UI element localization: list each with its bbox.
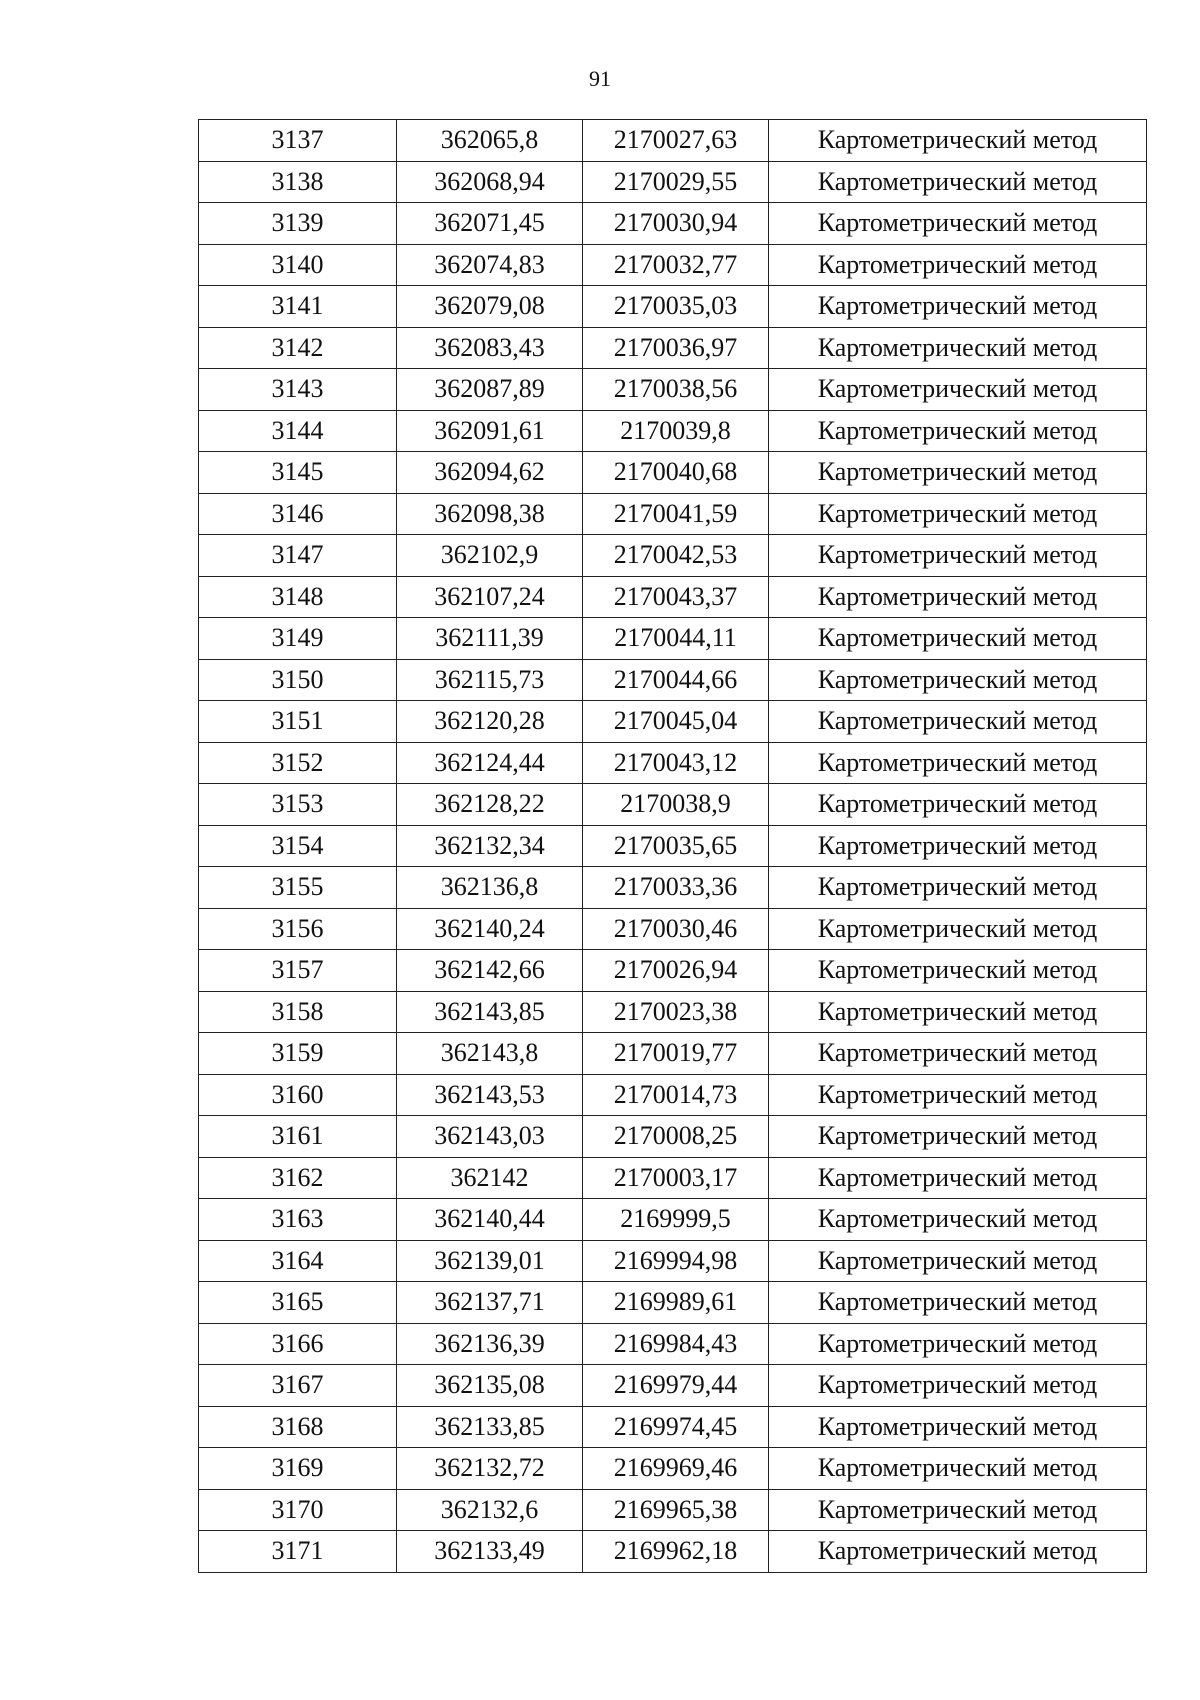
x-coordinate-cell: 362140,24 — [397, 908, 583, 950]
point-number-cell: 3153 — [199, 784, 397, 826]
table-row — [199, 1406, 1147, 1448]
x-coordinate-cell: 362136,39 — [397, 1323, 583, 1365]
method-cell: Картометрический метод — [769, 991, 1147, 1033]
y-coordinate-cell: 2170003,17 — [583, 1157, 769, 1199]
y-coordinate-cell: 2170035,65 — [583, 825, 769, 867]
x-coordinate-cell: 362083,43 — [397, 327, 583, 369]
x-coordinate-cell: 362143,85 — [397, 991, 583, 1033]
x-coordinate-cell: 362136,8 — [397, 867, 583, 909]
point-number-cell: 3151 — [199, 701, 397, 743]
table-row — [199, 203, 1147, 245]
y-coordinate-cell: 2170032,77 — [583, 244, 769, 286]
method-cell: Картометрический метод — [769, 286, 1147, 328]
point-number-cell: 3140 — [199, 244, 397, 286]
x-coordinate-cell: 362087,89 — [397, 369, 583, 411]
coordinates-table — [198, 119, 1147, 1573]
point-number-cell: 3155 — [199, 867, 397, 909]
x-coordinate-cell: 362139,01 — [397, 1240, 583, 1282]
table-row — [199, 161, 1147, 203]
x-coordinate-cell: 362079,08 — [397, 286, 583, 328]
y-coordinate-cell: 2170033,36 — [583, 867, 769, 909]
method-cell: Картометрический метод — [769, 825, 1147, 867]
y-coordinate-cell: 2170030,94 — [583, 203, 769, 245]
method-cell: Картометрический метод — [769, 1531, 1147, 1573]
method-cell: Картометрический метод — [769, 950, 1147, 992]
method-cell: Картометрический метод — [769, 784, 1147, 826]
method-cell: Картометрический метод — [769, 493, 1147, 535]
method-cell: Картометрический метод — [769, 742, 1147, 784]
point-number-cell: 3167 — [199, 1365, 397, 1407]
table-row — [199, 452, 1147, 494]
table-row — [199, 120, 1147, 162]
x-coordinate-cell: 362143,53 — [397, 1074, 583, 1116]
method-cell: Картометрический метод — [769, 1033, 1147, 1075]
method-cell: Картометрический метод — [769, 369, 1147, 411]
method-cell: Картометрический метод — [769, 1074, 1147, 1116]
x-coordinate-cell: 362132,34 — [397, 825, 583, 867]
table-row — [199, 327, 1147, 369]
y-coordinate-cell: 2170044,11 — [583, 618, 769, 660]
point-number-cell: 3149 — [199, 618, 397, 660]
table-row — [199, 244, 1147, 286]
y-coordinate-cell: 2170038,9 — [583, 784, 769, 826]
table-row — [199, 493, 1147, 535]
method-cell: Картометрический метод — [769, 1365, 1147, 1407]
method-cell: Картометрический метод — [769, 244, 1147, 286]
point-number-cell: 3145 — [199, 452, 397, 494]
point-number-cell: 3154 — [199, 825, 397, 867]
method-cell: Картометрический метод — [769, 1157, 1147, 1199]
x-coordinate-cell: 362133,49 — [397, 1531, 583, 1573]
y-coordinate-cell: 2170030,46 — [583, 908, 769, 950]
table-row — [199, 369, 1147, 411]
point-number-cell: 3162 — [199, 1157, 397, 1199]
table-row — [199, 1365, 1147, 1407]
x-coordinate-cell: 362094,62 — [397, 452, 583, 494]
x-coordinate-cell: 362137,71 — [397, 1282, 583, 1324]
table-row — [199, 1531, 1147, 1573]
x-coordinate-cell: 362132,72 — [397, 1448, 583, 1490]
y-coordinate-cell: 2169994,98 — [583, 1240, 769, 1282]
y-coordinate-cell: 2169974,45 — [583, 1406, 769, 1448]
y-coordinate-cell: 2169999,5 — [583, 1199, 769, 1241]
table-row — [199, 1116, 1147, 1158]
method-cell: Картометрический метод — [769, 908, 1147, 950]
y-coordinate-cell: 2170039,8 — [583, 410, 769, 452]
point-number-cell: 3143 — [199, 369, 397, 411]
point-number-cell: 3144 — [199, 410, 397, 452]
y-coordinate-cell: 2170014,73 — [583, 1074, 769, 1116]
method-cell: Картометрический метод — [769, 867, 1147, 909]
method-cell: Картометрический метод — [769, 327, 1147, 369]
x-coordinate-cell: 362142 — [397, 1157, 583, 1199]
y-coordinate-cell: 2170038,56 — [583, 369, 769, 411]
x-coordinate-cell: 362124,44 — [397, 742, 583, 784]
table-row — [199, 950, 1147, 992]
point-number-cell: 3160 — [199, 1074, 397, 1116]
table-body — [199, 120, 1147, 1573]
method-cell: Картометрический метод — [769, 1323, 1147, 1365]
y-coordinate-cell: 2170035,03 — [583, 286, 769, 328]
x-coordinate-cell: 362120,28 — [397, 701, 583, 743]
y-coordinate-cell: 2169979,44 — [583, 1365, 769, 1407]
x-coordinate-cell: 362135,08 — [397, 1365, 583, 1407]
point-number-cell: 3159 — [199, 1033, 397, 1075]
method-cell: Картометрический метод — [769, 659, 1147, 701]
point-number-cell: 3152 — [199, 742, 397, 784]
method-cell: Картометрический метод — [769, 1448, 1147, 1490]
y-coordinate-cell: 2169965,38 — [583, 1489, 769, 1531]
method-cell: Картометрический метод — [769, 1489, 1147, 1531]
method-cell: Картометрический метод — [769, 701, 1147, 743]
x-coordinate-cell: 362068,94 — [397, 161, 583, 203]
table-row — [199, 618, 1147, 660]
y-coordinate-cell: 2170043,12 — [583, 742, 769, 784]
table-row — [199, 701, 1147, 743]
table-row — [199, 1199, 1147, 1241]
table-row — [199, 1157, 1147, 1199]
table-row — [199, 1323, 1147, 1365]
y-coordinate-cell: 2170023,38 — [583, 991, 769, 1033]
y-coordinate-cell: 2170042,53 — [583, 535, 769, 577]
x-coordinate-cell: 362115,73 — [397, 659, 583, 701]
method-cell: Картометрический метод — [769, 203, 1147, 245]
x-coordinate-cell: 362111,39 — [397, 618, 583, 660]
method-cell: Картометрический метод — [769, 618, 1147, 660]
table-row — [199, 991, 1147, 1033]
point-number-cell: 3164 — [199, 1240, 397, 1282]
x-coordinate-cell: 362107,24 — [397, 576, 583, 618]
x-coordinate-cell: 362142,66 — [397, 950, 583, 992]
table-row — [199, 1033, 1147, 1075]
point-number-cell: 3150 — [199, 659, 397, 701]
y-coordinate-cell: 2169962,18 — [583, 1531, 769, 1573]
table-row — [199, 867, 1147, 909]
point-number-cell: 3156 — [199, 908, 397, 950]
method-cell: Картометрический метод — [769, 1116, 1147, 1158]
x-coordinate-cell: 362140,44 — [397, 1199, 583, 1241]
x-coordinate-cell: 362143,8 — [397, 1033, 583, 1075]
point-number-cell: 3158 — [199, 991, 397, 1033]
point-number-cell: 3137 — [199, 120, 397, 162]
point-number-cell: 3170 — [199, 1489, 397, 1531]
table-row — [199, 1282, 1147, 1324]
y-coordinate-cell: 2170026,94 — [583, 950, 769, 992]
y-coordinate-cell: 2170040,68 — [583, 452, 769, 494]
point-number-cell: 3171 — [199, 1531, 397, 1573]
table-row — [199, 1448, 1147, 1490]
page-number: 91 — [589, 66, 611, 91]
y-coordinate-cell: 2170041,59 — [583, 493, 769, 535]
y-coordinate-cell: 2170027,63 — [583, 120, 769, 162]
method-cell: Картометрический метод — [769, 1199, 1147, 1241]
point-number-cell: 3138 — [199, 161, 397, 203]
table-row — [199, 286, 1147, 328]
y-coordinate-cell: 2170045,04 — [583, 701, 769, 743]
point-number-cell: 3168 — [199, 1406, 397, 1448]
point-number-cell: 3146 — [199, 493, 397, 535]
point-number-cell: 3163 — [199, 1199, 397, 1241]
x-coordinate-cell: 362071,45 — [397, 203, 583, 245]
x-coordinate-cell: 362065,8 — [397, 120, 583, 162]
point-number-cell: 3139 — [199, 203, 397, 245]
y-coordinate-cell: 2170044,66 — [583, 659, 769, 701]
table-row — [199, 535, 1147, 577]
point-number-cell: 3169 — [199, 1448, 397, 1490]
table-row — [199, 908, 1147, 950]
table-row — [199, 1489, 1147, 1531]
method-cell: Картометрический метод — [769, 1406, 1147, 1448]
method-cell: Картометрический метод — [769, 120, 1147, 162]
y-coordinate-cell: 2169989,61 — [583, 1282, 769, 1324]
method-cell: Картометрический метод — [769, 535, 1147, 577]
point-number-cell: 3141 — [199, 286, 397, 328]
point-number-cell: 3142 — [199, 327, 397, 369]
method-cell: Картометрический метод — [769, 410, 1147, 452]
point-number-cell: 3147 — [199, 535, 397, 577]
table-row — [199, 784, 1147, 826]
x-coordinate-cell: 362128,22 — [397, 784, 583, 826]
y-coordinate-cell: 2170008,25 — [583, 1116, 769, 1158]
point-number-cell: 3166 — [199, 1323, 397, 1365]
y-coordinate-cell: 2170036,97 — [583, 327, 769, 369]
point-number-cell: 3157 — [199, 950, 397, 992]
x-coordinate-cell: 362074,83 — [397, 244, 583, 286]
method-cell: Картометрический метод — [769, 1240, 1147, 1282]
y-coordinate-cell: 2170043,37 — [583, 576, 769, 618]
table-row — [199, 1074, 1147, 1116]
y-coordinate-cell: 2169984,43 — [583, 1323, 769, 1365]
x-coordinate-cell: 362132,6 — [397, 1489, 583, 1531]
y-coordinate-cell: 2170019,77 — [583, 1033, 769, 1075]
table-row — [199, 742, 1147, 784]
y-coordinate-cell: 2170029,55 — [583, 161, 769, 203]
method-cell: Картометрический метод — [769, 576, 1147, 618]
point-number-cell: 3165 — [199, 1282, 397, 1324]
table-row — [199, 825, 1147, 867]
method-cell: Картометрический метод — [769, 1282, 1147, 1324]
point-number-cell: 3148 — [199, 576, 397, 618]
x-coordinate-cell: 362091,61 — [397, 410, 583, 452]
table-row — [199, 576, 1147, 618]
method-cell: Картометрический метод — [769, 161, 1147, 203]
method-cell: Картометрический метод — [769, 452, 1147, 494]
table-row — [199, 1240, 1147, 1282]
y-coordinate-cell: 2169969,46 — [583, 1448, 769, 1490]
x-coordinate-cell: 362133,85 — [397, 1406, 583, 1448]
table-row — [199, 659, 1147, 701]
x-coordinate-cell: 362143,03 — [397, 1116, 583, 1158]
x-coordinate-cell: 362098,38 — [397, 493, 583, 535]
table-row — [199, 410, 1147, 452]
x-coordinate-cell: 362102,9 — [397, 535, 583, 577]
point-number-cell: 3161 — [199, 1116, 397, 1158]
